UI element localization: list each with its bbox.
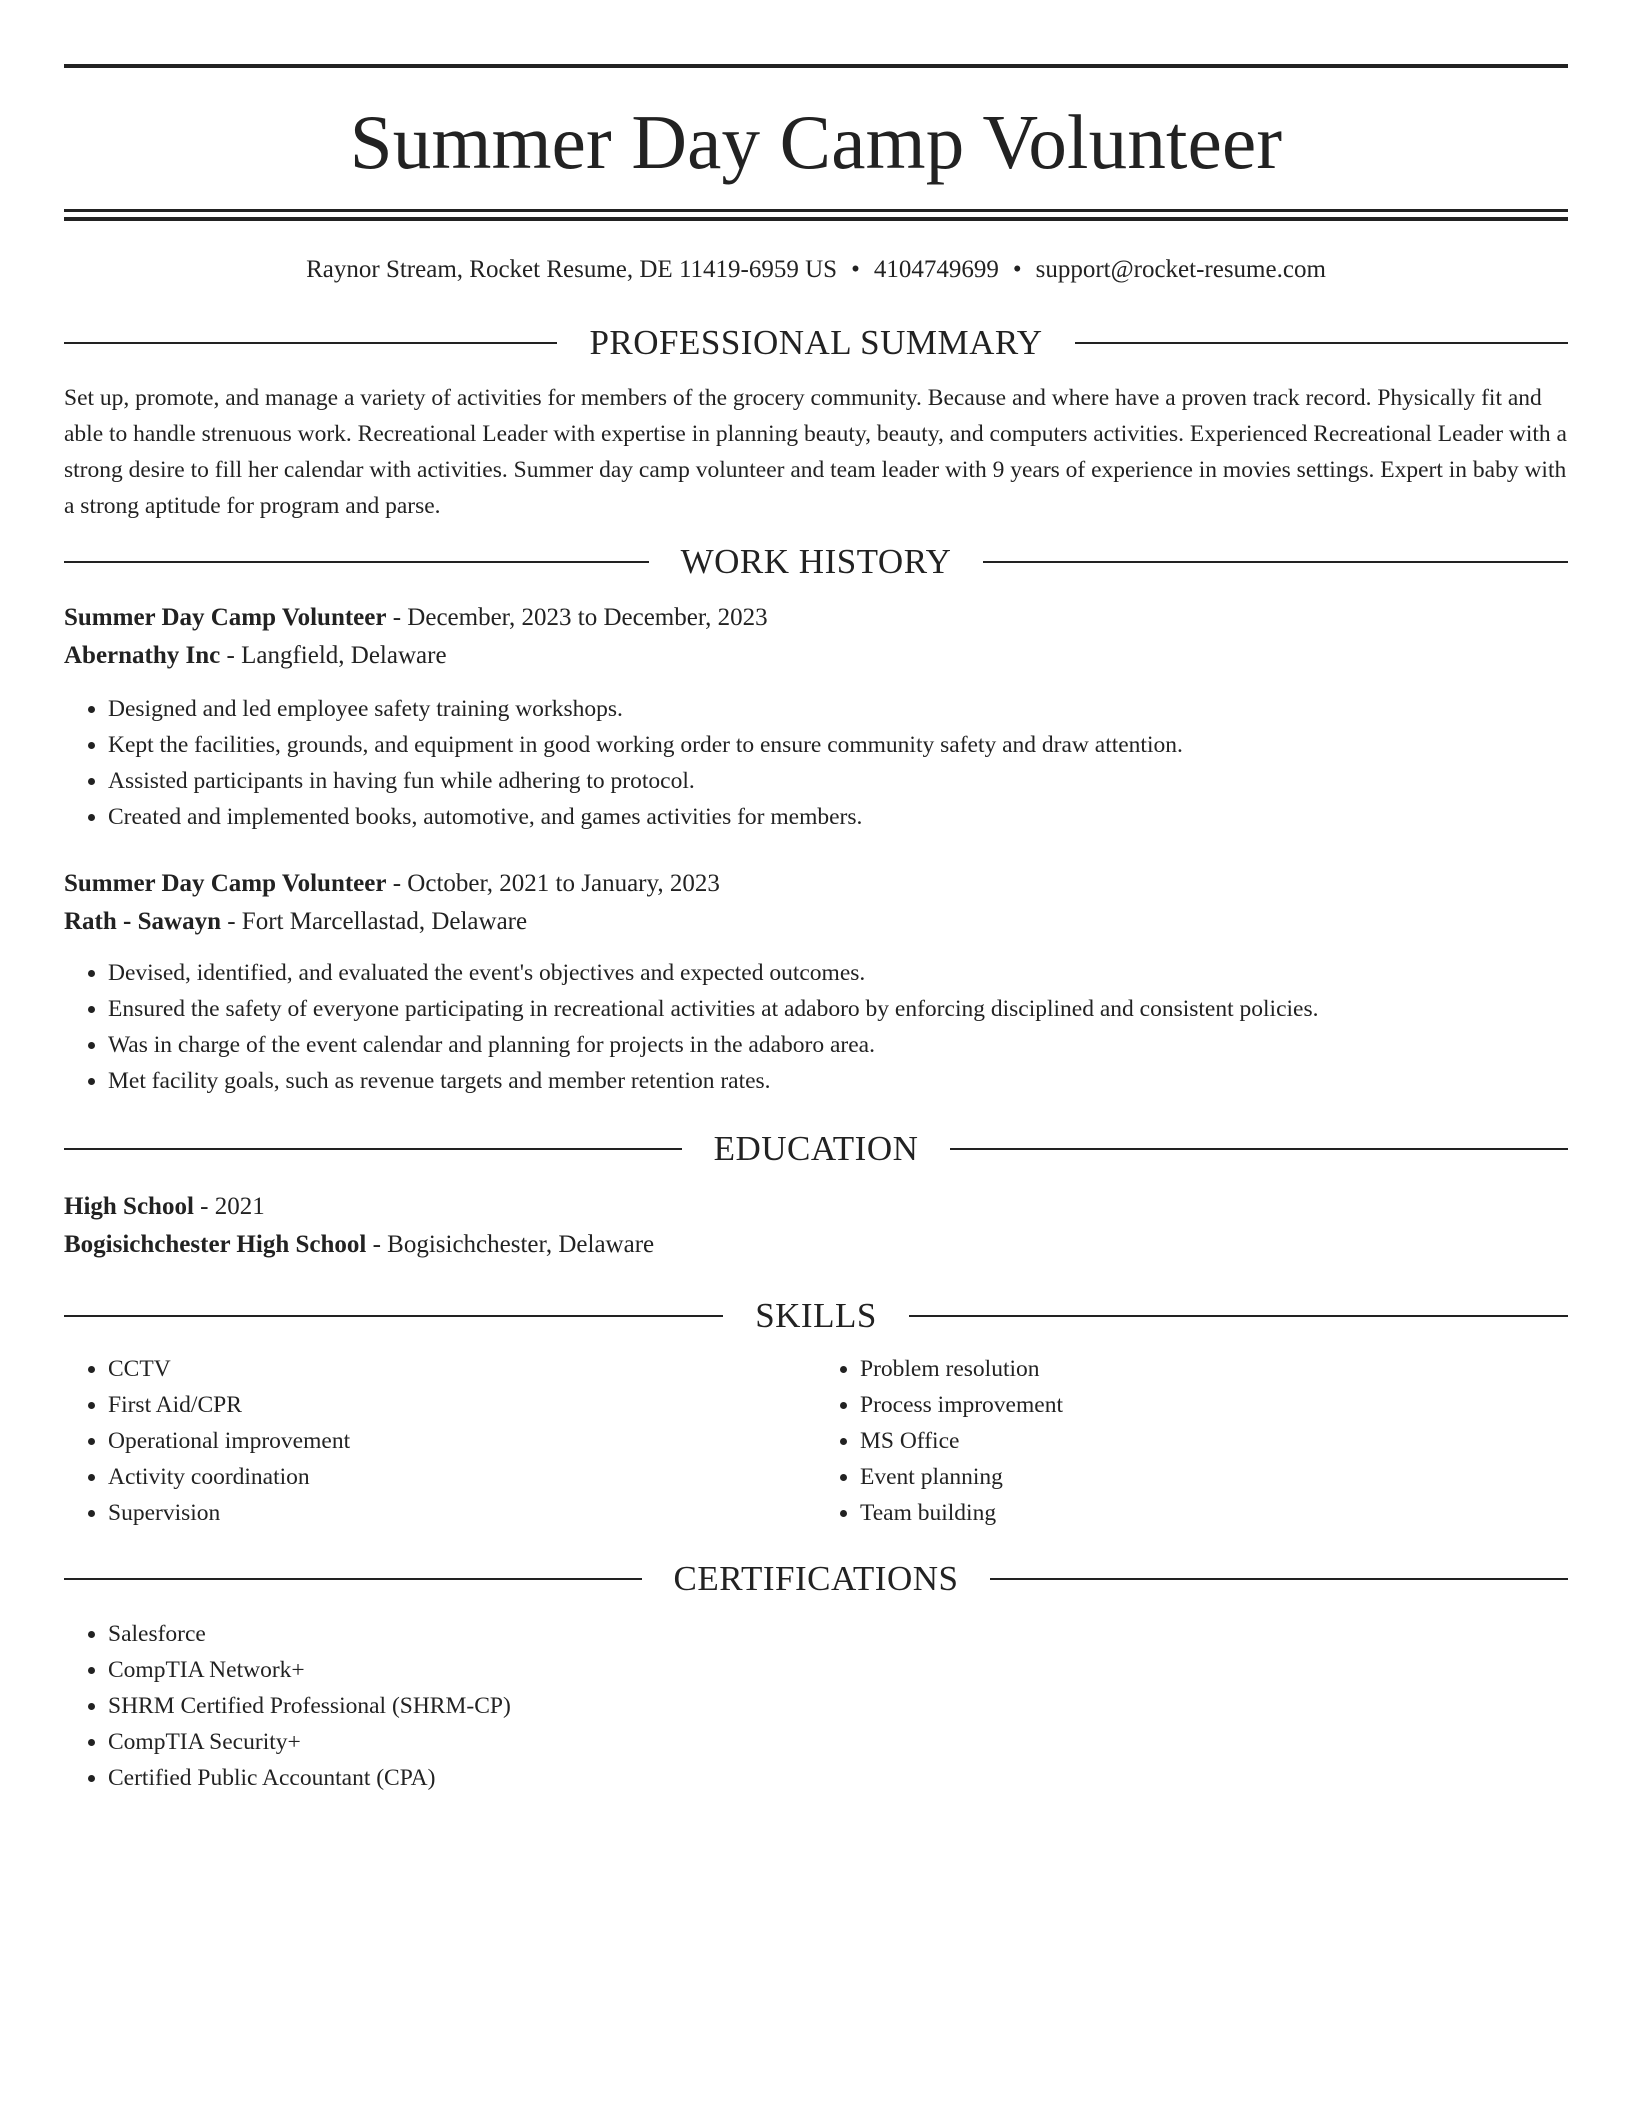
certifications-list: [64, 1616, 1568, 1796]
list-item: • First Aid/CPR: [108, 1387, 816, 1423]
heading-rule-left: [64, 561, 649, 563]
education-year: - 2021: [193, 1193, 265, 1220]
job-entry: [64, 865, 1568, 1099]
heading-rule-right: [990, 1578, 1568, 1580]
resume-title: Summer Day Camp Volunteer: [349, 99, 1283, 185]
job-dates: - December, 2023 to December, 2023: [386, 604, 768, 631]
education-school: Bogisichchester High School: [64, 1231, 367, 1258]
list-item: • Certified Public Accountant (CPA): [108, 1760, 1568, 1796]
summary-heading-text: PROFESSIONAL SUMMARY: [589, 323, 1043, 362]
skills-list-left: [64, 1351, 816, 1531]
job-title-line: [64, 865, 1568, 903]
job-title-line: [64, 599, 1568, 637]
job-company: Rath - Sawayn: [64, 908, 221, 935]
skills-heading-text: SKILLS: [755, 1296, 877, 1335]
job-title: Summer Day Camp Volunteer: [64, 870, 387, 897]
list-item: • Operational improvement: [108, 1423, 816, 1459]
list-item: • Devised, identified, and evaluated the event's objectives and expected outcomes.: [108, 955, 1568, 991]
list-item: • Team building: [860, 1495, 1568, 1531]
education-school-line: [64, 1226, 1568, 1264]
education-degree: High School: [64, 1193, 194, 1220]
contact-separator: •: [851, 256, 860, 283]
contact-phone: 4104749699: [873, 256, 999, 283]
job-location: - Langfield, Delaware: [220, 642, 447, 669]
skills-heading: [64, 1298, 1568, 1333]
job-dates: - October, 2021 to January, 2023: [386, 870, 720, 897]
contact-line: [64, 255, 1568, 285]
title-double-rule: [64, 209, 1568, 221]
list-item: • CCTV: [108, 1351, 816, 1387]
list-item: • Problem resolution: [860, 1351, 1568, 1387]
list-item: • Salesforce: [108, 1616, 1568, 1652]
contact-email: support@rocket-resume.com: [1035, 256, 1326, 283]
list-item: • CompTIA Network+: [108, 1652, 1568, 1688]
contact-address: Raynor Stream, Rocket Resume, DE 11419-6959 US: [306, 256, 838, 283]
job-title: Summer Day Camp Volunteer: [64, 604, 387, 631]
education-entry: [64, 1188, 1568, 1264]
heading-rule-left: [64, 1315, 723, 1317]
heading-rule-right: [1075, 342, 1568, 344]
list-item: • Met facility goals, such as revenue targets and member retention rates.: [108, 1063, 1568, 1099]
job-location: - Fort Marcellastad, Delaware: [220, 908, 528, 935]
list-item: • Activity coordination: [108, 1459, 816, 1495]
job-company: Abernathy Inc: [64, 642, 221, 669]
heading-rule-left: [64, 1578, 642, 1580]
certifications-heading-text: CERTIFICATIONS: [673, 1559, 959, 1598]
work-heading-text: WORK HISTORY: [680, 542, 952, 581]
job-company-line: [64, 637, 1568, 675]
job-entry: [64, 599, 1568, 835]
job-company-line: [64, 903, 1568, 941]
education-degree-line: [64, 1188, 1568, 1226]
summary-heading: [64, 325, 1568, 360]
heading-rule-right: [950, 1148, 1568, 1150]
certifications-heading: [64, 1561, 1568, 1596]
top-rule: [64, 64, 1568, 68]
list-item: • Created and implemented books, automotive, and games activities for members.: [108, 799, 1568, 835]
list-item: • Assisted participants in having fun while adhering to protocol.: [108, 763, 1568, 799]
list-item: • SHRM Certified Professional (SHRM-CP): [108, 1688, 1568, 1724]
job-bullets: [64, 955, 1568, 1099]
list-item: • MS Office: [860, 1423, 1568, 1459]
work-heading: [64, 544, 1568, 579]
heading-rule-right: [983, 561, 1568, 563]
heading-rule-left: [64, 342, 557, 344]
list-item: • CompTIA Security+: [108, 1724, 1568, 1760]
list-item: • Kept the facilities, grounds, and equipment in good working order to ensure community safety and draw attention.: [108, 727, 1568, 763]
skills-grid: [64, 1351, 1568, 1531]
list-item: • Process improvement: [860, 1387, 1568, 1423]
list-item: • Ensured the safety of everyone participating in recreational activities at adaboro by enforcing disciplined and consistent policies.: [108, 991, 1568, 1027]
list-item: • Designed and led employee safety training workshops.: [108, 691, 1568, 727]
job-bullets: [64, 691, 1568, 835]
education-location: - Bogisichchester, Delaware: [366, 1231, 655, 1258]
list-item: • Was in charge of the event calendar and planning for projects in the adaboro area.: [108, 1027, 1568, 1063]
contact-separator: •: [1012, 256, 1022, 283]
education-heading: [64, 1131, 1568, 1166]
list-item: • Supervision: [108, 1495, 816, 1531]
education-heading-text: EDUCATION: [713, 1129, 919, 1168]
heading-rule-right: [909, 1315, 1568, 1317]
list-item: • Event planning: [860, 1459, 1568, 1495]
summary-text: Set up, promote, and manage a variety of activities for members of the grocery community. Because and where have a proven track record. Physically fit and able to handle strenuous work. Recreational Leader with expertise in planning beauty, beauty, and computers activities. Experienced Recreational Leader with a strong desire to fill her calendar with activities. Summer day camp volunteer and team leader with 9 years of experience in movies settings. Expert in baby with a strong aptitude for program and parse.: [64, 385, 1567, 519]
skills-list-right: [816, 1351, 1568, 1531]
heading-rule-left: [64, 1148, 682, 1150]
